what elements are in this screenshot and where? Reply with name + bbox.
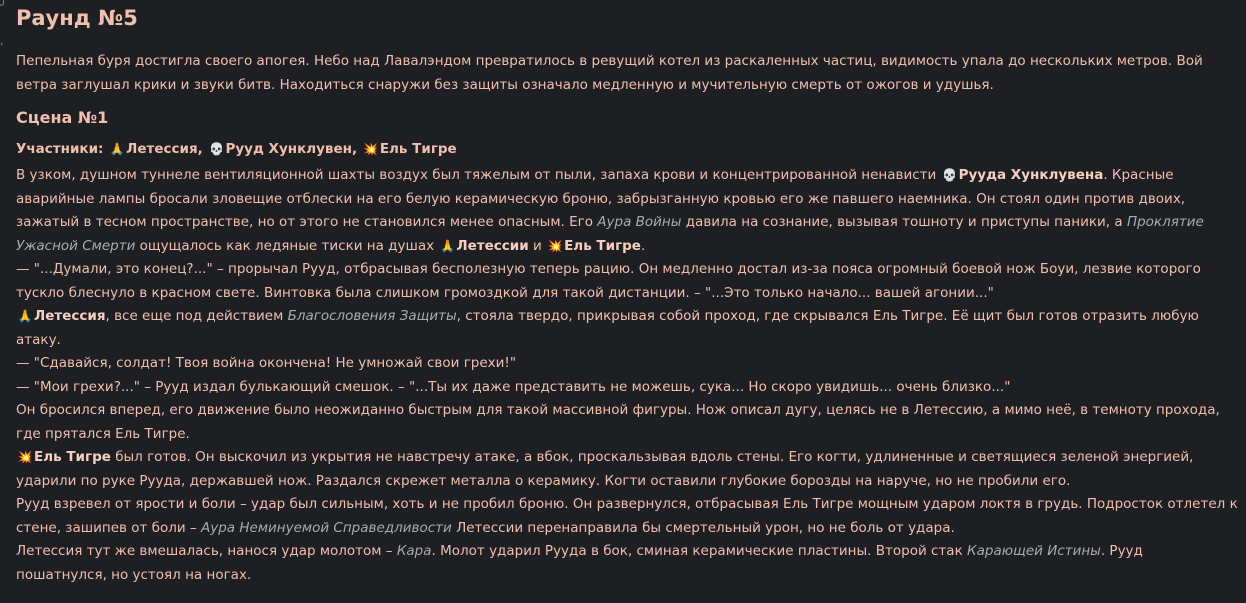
scroll-edge-mark: ʼ [0, 41, 4, 54]
participant-ruud: Рууд Хунклувен [225, 141, 352, 157]
story-paragraph: В узком, душном туннеле вентиляционной шахты воздух был тяжелым от пыли, запаха крови и концентрированной ненависти 💀 Рууда Хунклувена. Красные аварийные лампы бросали зловещие отблески на его белую керамическую броню, забрызганную кровью его же павшего наемника. Он стоял один против двоих, зажатый в тесном пространстве, но от этого не становился менее опасным. Его Аура Войны давила на сознание, вызывая тошноту и приступы паники, а Проклятие Ужасной Смерти ощущалось как ледяные тиски на душах 🙏 Летессии и 💥 Ель Тигре. [16, 164, 1238, 258]
story-paragraph: Летессия тут же вмешалась, нанося удар молотом – Кара. Молот ударил Рууда в бок, сминая керамические пластины. Второй стак Карающей Истины. Рууд пошатнулся, но устоял на ногах. [16, 543, 1143, 583]
skull-icon: 💀 [208, 142, 224, 156]
story-paragraph: — "...Думали, это конец?..." – прорычал Рууд, отбрасывая бесполезную теперь рацию. Он медленно достал из-за пояса огромный боевой нож Боуи, лезвие которого тускло блеснуло в красном свете. Винтовка была слишком громоздкой для такой дистанции. – "...Это только начало... вашей агонии..." [16, 261, 1201, 301]
ability-war-aura: Аура Войны [597, 214, 682, 230]
name-tigre: Ель Тигре [564, 237, 641, 254]
praying-hands-icon: 🙏 [439, 238, 455, 253]
praying-hands-icon: 🙏 [109, 142, 125, 156]
ability-truth: Карающей Истины [967, 543, 1101, 559]
story-paragraph: 🙏 Летессия, все еще под действием Благословения Защиты, стояла твердо, прикрывая собой проход, где скрывался Ель Тигре. Её щит был готов отразить любую атаку. [16, 305, 1238, 352]
participants-label: Участники: [16, 141, 104, 157]
story-body [16, 164, 1238, 587]
name-ruud: Рууда Хунклувена [958, 167, 1104, 183]
collision-icon: 💥 [363, 142, 379, 156]
ability-justice-aura: Аура Неминуемой Справедливости [201, 519, 452, 536]
participant-tigre: Ель Тигре [379, 141, 457, 157]
ability-blessing: Благословения Защиты [287, 308, 457, 324]
praying-hands-icon: 🙏 [17, 309, 33, 323]
story-paragraph: Рууд взревел от ярости и боли – удар был сильным, хоть и не пробил броню. Он развернулся, отбрасывая Ель Тигре мощным ударом локтя в грудь. Подросток отлетел к стене, зашипев от боли – Аура Неминуемой Справедливости Летессии перенаправила бы смертельный урон, но не боль от удара. [16, 496, 1238, 536]
name-letessia: Летессия [34, 308, 106, 324]
scroll-edge-mark: ╯ [0, 0, 7, 12]
skull-icon: 💀 [942, 168, 958, 182]
story-paragraph: — "Мои грехи?..." – Рууд издал булькающий смешок. – "...Ты их даже представить не можешь, сука... Но скоро увидишь... очень близко..." [16, 378, 1011, 395]
participants-line: Участники: 🙏 Летессия, 💀 Рууд Хунклувен, 💥 Ель Тигре [16, 137, 1238, 161]
story-paragraph: Он бросился вперед, его движение было неожиданно быстрым для такой массивной фигуры. Нож описал дугу, целясь не в Летессию, а мимо неё, в темноту прохода, где прятался Ель Тигре. [16, 402, 1220, 442]
name-letessia: Летессии [456, 237, 529, 254]
name-tigre: Ель Тигре [34, 449, 111, 465]
scene-title: Сцена №1 [16, 108, 109, 127]
story-paragraph: — "Сдавайся, солдат! Твоя война окончена! Не умножай свои грехи!" [16, 355, 517, 371]
participant-letessia: Летессия [126, 141, 198, 157]
collision-icon: 💥 [17, 450, 33, 464]
round-title: Раунд №5 [16, 6, 138, 30]
ability-curse: Проклятие Ужасной Смерти [16, 214, 1204, 254]
collision-icon: 💥 [547, 238, 563, 253]
message-content [16, 0, 1238, 587]
intro-paragraph: Пепельная буря достигла своего апогея. Небо над Лавалэндом превратилось в ревущий котел из раскаленных частиц, видимость упала до нескольких метров. Вой ветра заглушал крики и звуки битв. Находиться снаружи без защиты означало медленную и мучительную смерть от ожогов и удушья. [16, 53, 1203, 93]
story-paragraph: 💥 Ель Тигре был готов. Он выскочил из укрытия не навстречу атаке, а вбок, проскальзывая вдоль стены. Его когти, удлиненные и светящиеся зеленой энергией, ударили по руке Рууда, державшей нож. Раздался скрежет металла о керамику. Когти оставили глубокие борозды на наруче, но не пробили его. [16, 446, 1238, 493]
ability-kara: Кара [396, 543, 432, 559]
